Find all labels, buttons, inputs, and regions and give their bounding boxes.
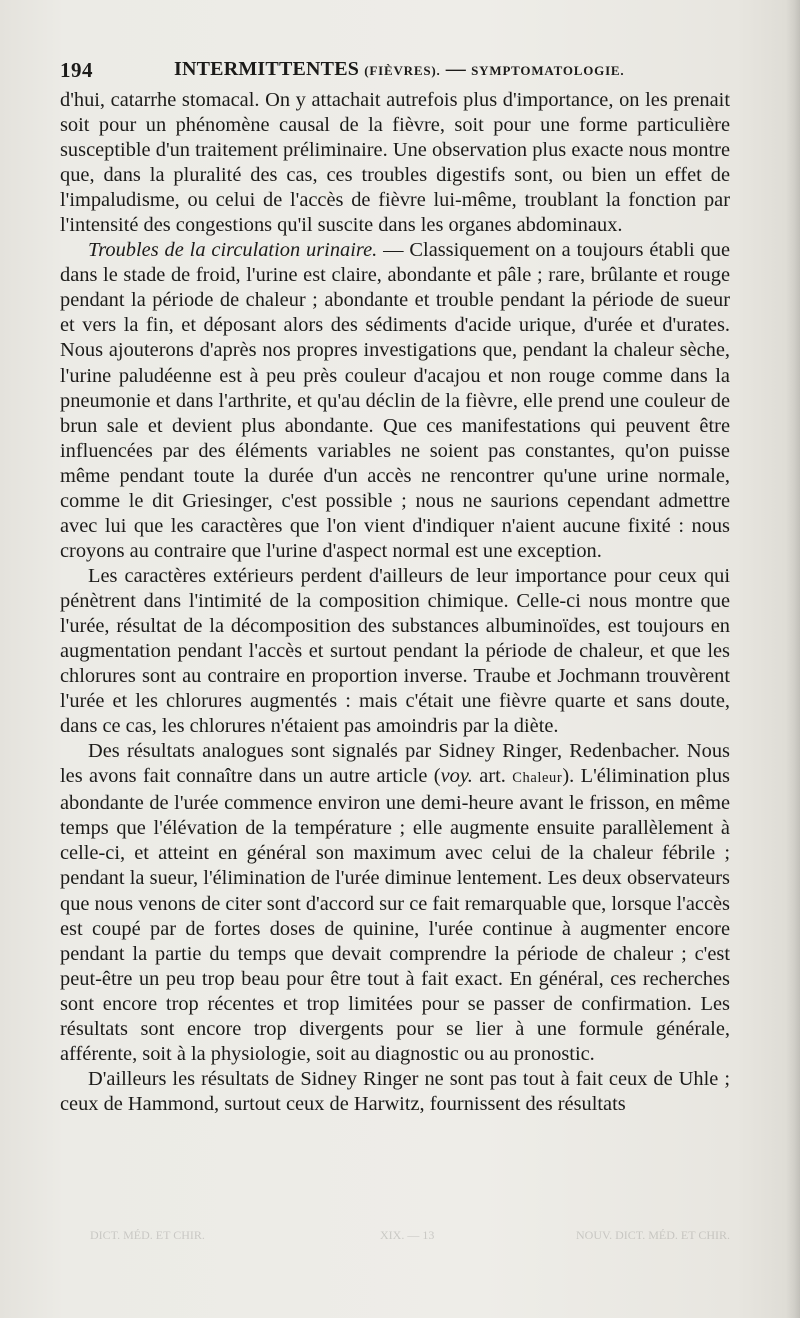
page-gutter-shadow <box>786 0 800 1318</box>
running-title-paren: (FIÈVRES). <box>364 63 441 78</box>
running-title-dash: — <box>445 58 466 80</box>
paragraph-chemical-composition: Les caractères extérieurs perdent d'ailleurs de leur importance pour ceux qui pénètrent dans l'intimité de la composition chimique. Celle-ci nous montre que l'urée, résultat de la décomposition des substances albuminoïdes, est toujours en augmentation pendant l'accès et surtout pendant la période de chaleur, et que les chlorures sont au contraire en proportion inverse. Traube et Jochmann trouvèrent l'urée et les chlorures augmentés : mais c'était une fièvre quarte et sans doute, dans ce cas, les chlorures n'étaient pas amoindris par la diète. <box>60 564 730 738</box>
paragraph-digestive-troubles: d'hui, catarrhe stomacal. On y attachait autrefois plus d'importance, on les prenait soit pour un phénomène causal de la fièvre, soit pour une forme particulière susceptible d'un traitement préliminaire. Une observation plus exacte nous montre que, dans la pluralité des cas, ces troubles digestifs sont, ou bien un effet de l'impaludisme, ou celui de l'accès de fièvre lui-même, troublant la fonction par l'intensité des congestions qu'il suscite dans les organes abdominaux. <box>60 89 730 237</box>
reference-chaleur: Chaleur <box>512 770 563 787</box>
paragraph-ringer-results: D'ailleurs les résultats de Sidney Ringer ne sont pas tout à fait ceux de Uhle ; ceux de Hammond, surtout ceux de Harwitz, fournissent des résultats <box>60 1067 730 1115</box>
reference-art: art. <box>472 765 513 788</box>
paragraph-analogous-results <box>60 739 730 1067</box>
paragraph-analogous-text-before: Des résultats analogues sont signalés par Sidney Ringer, Redenbacher. Nous les avons fait connaître dans un autre article ( <box>60 740 730 788</box>
running-header <box>60 58 730 84</box>
reference-voy: voy. <box>440 765 473 788</box>
bleed-through-mid: XIX. — 13 <box>380 1228 435 1242</box>
body-text <box>60 88 730 1117</box>
running-title-section: SYMPTOMATOLOGIE. <box>471 63 625 78</box>
bleed-through-footer <box>90 1228 730 1248</box>
running-title <box>174 58 624 81</box>
section-heading-urinary: Troubles de la circulation urinaire. <box>88 239 378 262</box>
paragraph-analogous-text-after: ). L'élimination plus abondante de l'urée commence environ une demi-heure avant le frisson, en même temps que l'élévation de la température ; elle augmente ensuite parallèlement à celle-ci, et atteint en général son maximum avec celui de la chaleur fébrile ; pendant la sueur, l'élimination de l'urée diminue lentement. Les deux observateurs que nous venons de citer sont d'accord sur ce fait remarquable que, lorsque l'accès est coupé par de fortes doses de quinine, l'urée continue à augmenter encore pendant la partie du temps que devait comprendre la période de chaleur ; c'est peut-être un peu trop beau pour être tout à fait exact. En général, ces recherches sont encore trop récentes et trop limitées pour se passer de confirmation. Les résultats sont encore trop divergents pour se lier à une formule générale, afférente, soit à la physiologie, soit au diagnostic ou au pronostic. <box>60 765 730 1065</box>
page-number: 194 <box>60 58 93 82</box>
bleed-through-right: NOUV. DICT. MÉD. ET CHIR. <box>575 1228 730 1242</box>
paragraph-urinary-troubles <box>60 238 730 564</box>
running-title-main: INTERMITTENTES <box>174 58 360 80</box>
paragraph-urinary-text: — Classiquement on a toujours établi que dans le stade de froid, l'urine est claire, abondante et pâle ; rare, brûlante et rouge pendant la période de chaleur ; abondante et trouble pendant la période de sueur et vers la fin, et déposant alors des sédiments d'acide urique, d'urée et d'urates. Nous ajouterons d'après nos propres investigations que, pendant la chaleur sèche, l'urine paludéenne est à peu près couleur d'acajou et non rouge comme dans la pneumonie et dans l'arthrite, et qu'au déclin de la fièvre, elle prend une couleur de brun sale et devient plus abondante. Que ces manifestations qui peuvent être influencées par des éléments variables ne soient pas constantes, qu'on puisse même pendant toute la durée d'un accès ne rencontrer qu'une urine normale, comme le dit Griesinger, c'est possible ; nous ne saurions cependant admettre avec lui que les caractères que l'on vient d'indiquer n'aient aucune fixité : nous croyons au contraire que l'urine d'aspect normal est une exception. <box>60 239 730 562</box>
bleed-through-left: DICT. MÉD. ET CHIR. <box>90 1228 205 1242</box>
